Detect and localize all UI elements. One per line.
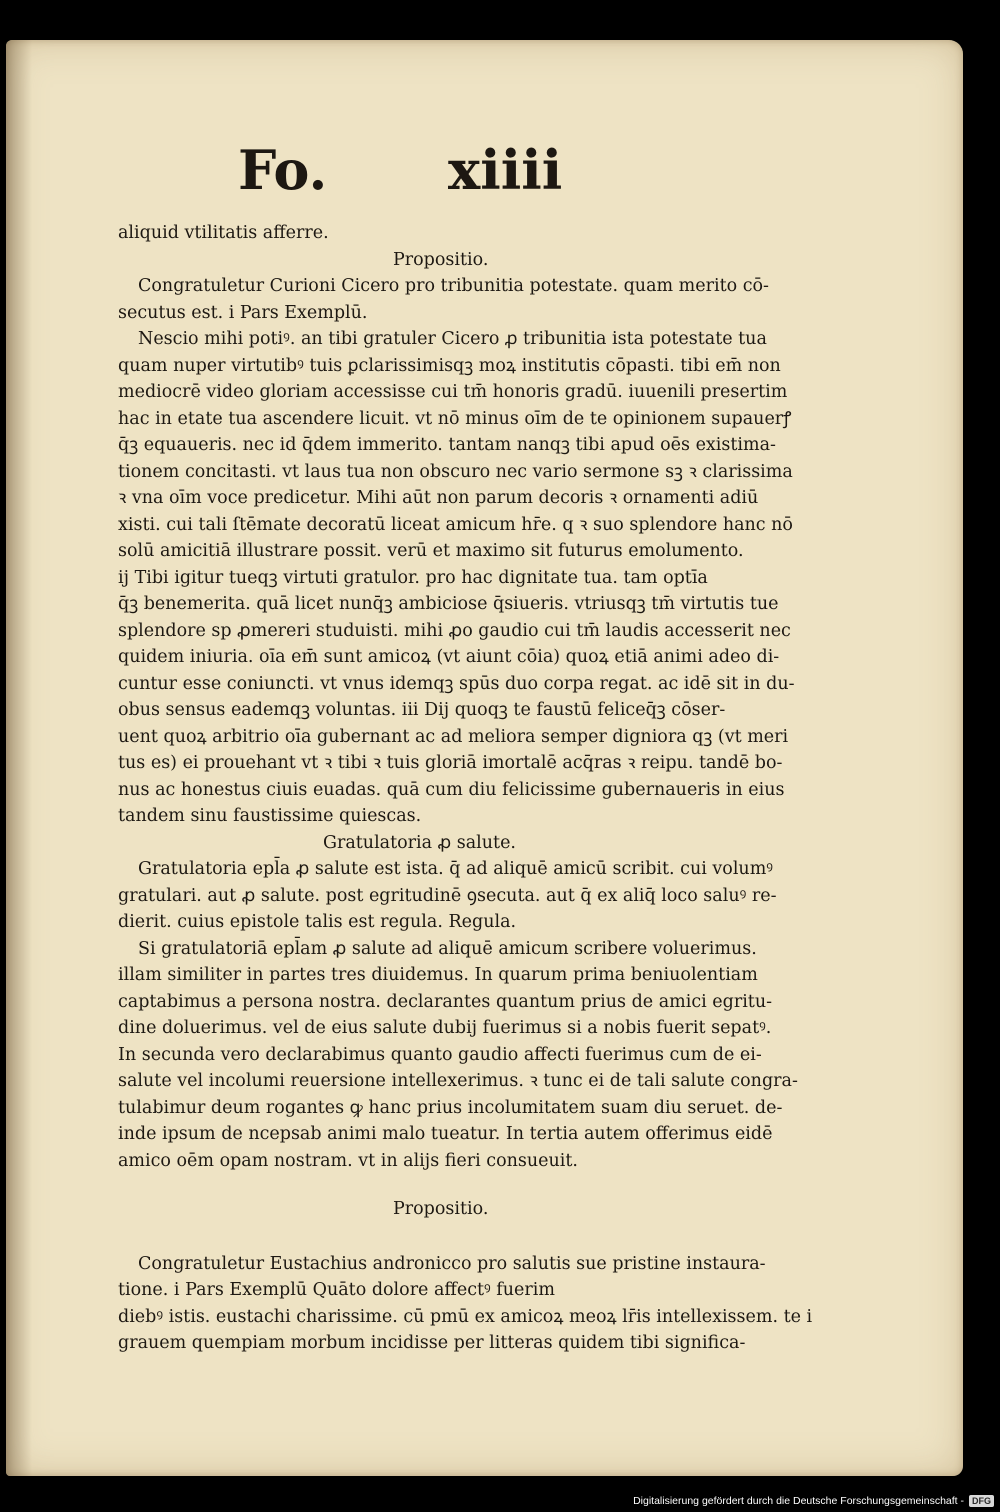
text-line: salute vel incolumi reuersione intellexerimus. ꝛ tunc ei de tali salute congra-	[118, 1071, 798, 1091]
text-line: Gratulatoria epl̄a ꝓ salute est ista. q̄ ad aliquē amicū scribit. cui volumꝰ	[138, 859, 773, 879]
text-line: tandem sinu faustissime quiescas.	[118, 806, 422, 826]
text-line: obus sensus eademqꝫ voluntas. iii Dij quoqꝫ te faustū feliceq̄ꝫ cōser-	[118, 700, 726, 720]
text-line: grauem quempiam morbum incidisse per litteras quidem tibi significa-	[118, 1333, 746, 1353]
text-line: quidem iniuria. oīa em̄ sunt amicoꝝ (vt aiunt cōia) quoꝝ etiā animi adeo di-	[118, 647, 780, 667]
credit-text: Digitalisierung gefördert durch die Deutsche Forschungsgemeinschaft -	[633, 1495, 964, 1507]
text-line: tus es) ei prouehant vt ꝛ tibi ꝛ tuis gloriā imortalē acq̄ras ꝛ reipu. tandē bo-	[118, 753, 783, 773]
text-line: diebꝰ istis. eustachi charissime. cū pmū ex amicoꝝ meoꝝ lr̄is intellexissem. te i	[118, 1306, 813, 1327]
text-line: q̄ꝫ benemerita. quā licet nunq̄ꝫ ambiciose q̄siueris. vtriusqꝫ tm̄ virtutis tue	[118, 594, 779, 614]
section-heading: Propositio.	[393, 1199, 489, 1219]
blank-space	[118, 1223, 780, 1251]
text-line: tionem concitasti. vt laus tua non obscuro nec vario sermone sꝫ ꝛ clarissima	[118, 461, 793, 482]
text-line: aliquid vtilitatis afferre.	[118, 223, 329, 243]
text-line: solū amicitiā illustrare possit. verū et maximo sit futurus emolumento.	[118, 541, 744, 561]
text-line: inde ipsum de ncepsab animi malo tueatur. In tertia autem offerimus eidē	[118, 1124, 773, 1144]
folio-label: Fo.	[238, 138, 328, 202]
folio-header	[118, 120, 780, 220]
book-page	[6, 40, 963, 1476]
digitization-credit	[633, 1495, 994, 1507]
text-line: illam similiter in partes tres diuidemus. In quarum prima beniuolentiam	[118, 965, 758, 985]
text-line: mediocrē video gloriam accessisse cui tm̄ honoris gradū. iuuenili presertim	[118, 382, 788, 402]
text-line: cuntur esse coniuncti. vt vnus idemqꝫ spūs duo corpa regat. ac idē sit in du-	[118, 673, 795, 694]
text-line: Congratuletur Eustachius andronicco pro salutis sue pristine instaura-	[138, 1253, 766, 1274]
print-text-block	[118, 120, 813, 1357]
dfg-logo: DFG	[969, 1495, 994, 1507]
text-line: ꝛ vna oīm voce predicetur. Mihi aūt non parum decoris ꝛ ornamenti adiū	[118, 488, 759, 508]
text-line: q̄ꝫ equaueris. nec id q̄dem immerito. tantam nanqꝫ tibi apud oēs existima-	[118, 435, 776, 455]
text-line: secutus est. i Pars Exemplū.	[118, 302, 368, 323]
text-line: Congratuletur Curioni Cicero pro tribunitia potestate. quam merito cō-	[138, 276, 769, 296]
section-heading: Propositio.	[393, 249, 489, 270]
text-line: tione. i Pars Exemplū Quāto dolore affectꝰ fuerim	[118, 1280, 555, 1300]
text-line: xisti. cui tali ſtēmate decoratū liceat amicum hr̄e. q ꝛ suo splendore hanc nō	[118, 514, 793, 535]
text-line: captabimus a persona nostra. declarantes quantum prius de amici egritu-	[118, 991, 773, 1012]
text-line: Si gratulatoriā epl̄am ꝓ salute ad aliquē amicum scribere voluerimus.	[138, 938, 757, 959]
text-line: tulabimur deum rogantes ꝙ hanc prius incolumitatem suam diu seruet. de-	[118, 1097, 783, 1118]
text-line: dierit. cuius epistole talis est regula. Regula.	[118, 912, 517, 932]
text-line: gratulari. aut ꝓ salute. post egritudinē ꝯsecuta. aut q̄ ex aliq̄ loco saluꝰ re-	[118, 885, 777, 906]
text-line: ij Tibi igitur tueqꝫ virtuti gratulor. pro hac dignitate tua. tam optīa	[118, 567, 708, 588]
text-line: quam nuper virtutibꝰ tuis ꝑclarissimisqꝫ moꝝ institutis cōpasti. tibi em̄ non	[118, 355, 781, 376]
text-line: hac in etate tua ascendere licuit. vt nō minus oīm de te opinionem supauerꝭ	[118, 408, 792, 429]
text-line: Nescio mihi potiꝰ. an tibi gratuler Cicero ꝓ tribunitia ista potestate tua	[138, 329, 767, 349]
text-line: splendore sp ꝓmereri studuisti. mihi ꝓo gaudio cui tm̄ laudis accesserit nec	[118, 620, 791, 641]
text-line: nus ac honestus ciuis euadas. quā cum diu felicissime gubernaueris in eius	[118, 779, 785, 800]
text-line: uent quoꝝ arbitrio oīa gubernant ac ad meliora semper digniora qꝫ (vt meri	[118, 726, 789, 747]
text-line: In secunda vero declarabimus quanto gaudio affecti fuerimus cum de ei-	[118, 1044, 762, 1065]
blank-space	[118, 1174, 780, 1196]
folio-number: xiiii	[448, 138, 563, 202]
section-heading: Gratulatoria ꝓ salute.	[323, 832, 516, 853]
text-line: amico oēm opam nostram. vt in alijs fieri consueuit.	[118, 1150, 578, 1171]
text-line: dine doluerimus. vel de eius salute dubij fuerimus si a nobis fuerit sepatꝰ.	[118, 1018, 772, 1038]
